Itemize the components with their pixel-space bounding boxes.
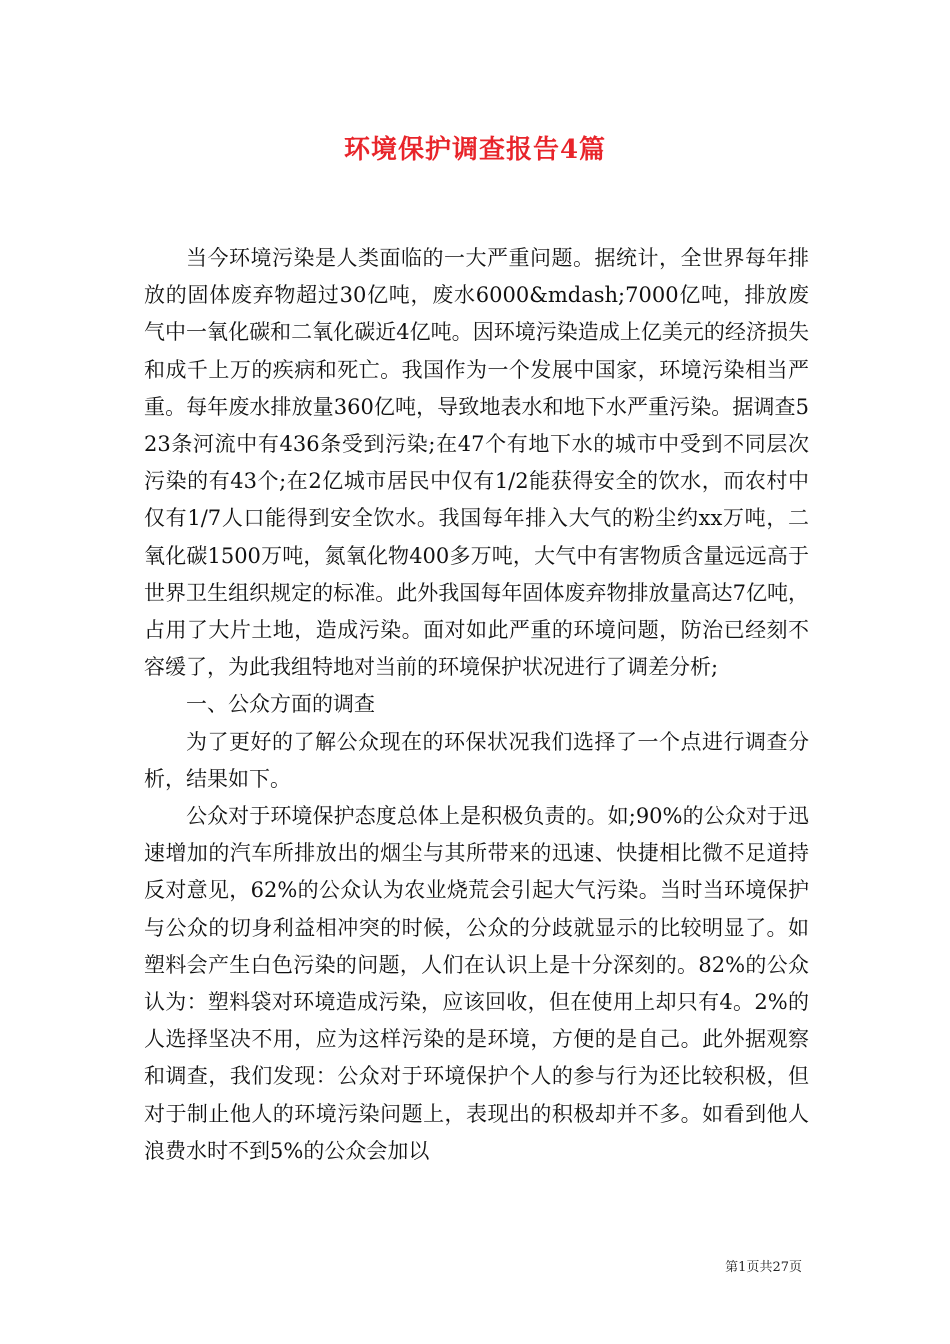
paragraph-survey-method: 为了更好的了解公众现在的环保状况我们选择了一个点进行调查分析，结果如下。 — [144, 729, 809, 791]
document-body — [144, 240, 809, 1170]
page-number-footer: 第1页共27页 — [725, 1260, 802, 1275]
paragraph-survey-results: 公众对于环境保护态度总体上是积极负责的。如;90%的公众对于迅速增加的汽车所排放出的烟尘与其所带来的迅速、快捷相比微不足道持反对意见，62%的公众认为农业烧荒会引起大气污染。当时当环境保护与公众的切身利益相冲突的时候，公众的分歧就显示的比较明显了。如塑料会产生白色污染的问题，人们在认识上是十分深刻的。82%的公众认为：塑料袋对环境造成污染，应该回收，但在使用上却只有4。2%的人选择坚决不用，应为这样污染的是环境，方便的是自己。此外据观察和调查，我们发现：公众对于环境保护个人的参与行为还比较积极，但对于制止他人的环境污染问题上，表现出的积极却并不多。如看到他人浪费水时不到5%的公众会加以 — [144, 804, 809, 1163]
section-heading-public-survey: 一、公众方面的调查 — [186, 692, 375, 717]
document-title: 环境保护调查报告4篇 — [343, 135, 607, 165]
paragraph-intro: 当今环境污染是人类面临的一大严重问题。据统计，全世界每年排放的固体废弃物超过30亿吨，废水6000&mdash;7000亿吨，排放废气中一氧化碳和二氧化碳近4亿吨。因环境污染造成上亿美元的经济损失和成千上万的疾病和死亡。我国作为一个发展中国家，环境污染相当严重。每年废水排放量360亿吨，导致地表水和地下水严重污染。据调查523条河流中有436条受到污染;在47个有地下水的城市中受到不同层次污染的有43个;在2亿城市居民中仅有1/2能获得安全的饮水，而农村中仅有1/7人口能得到安全饮水。我国每年排入大气的粉尘约xx万吨，二氧化碳1500万吨，氮氧化物400多万吨，大气中有害物质含量远远高于世界卫生组织规定的标准。此外我国每年固体废弃物排放量高达7亿吨，占用了大片土地，造成污染。面对如此严重的环境问题，防治已经刻不容缓了，为此我组特地对当前的环境保护状况进行了调差分析; — [144, 246, 809, 680]
